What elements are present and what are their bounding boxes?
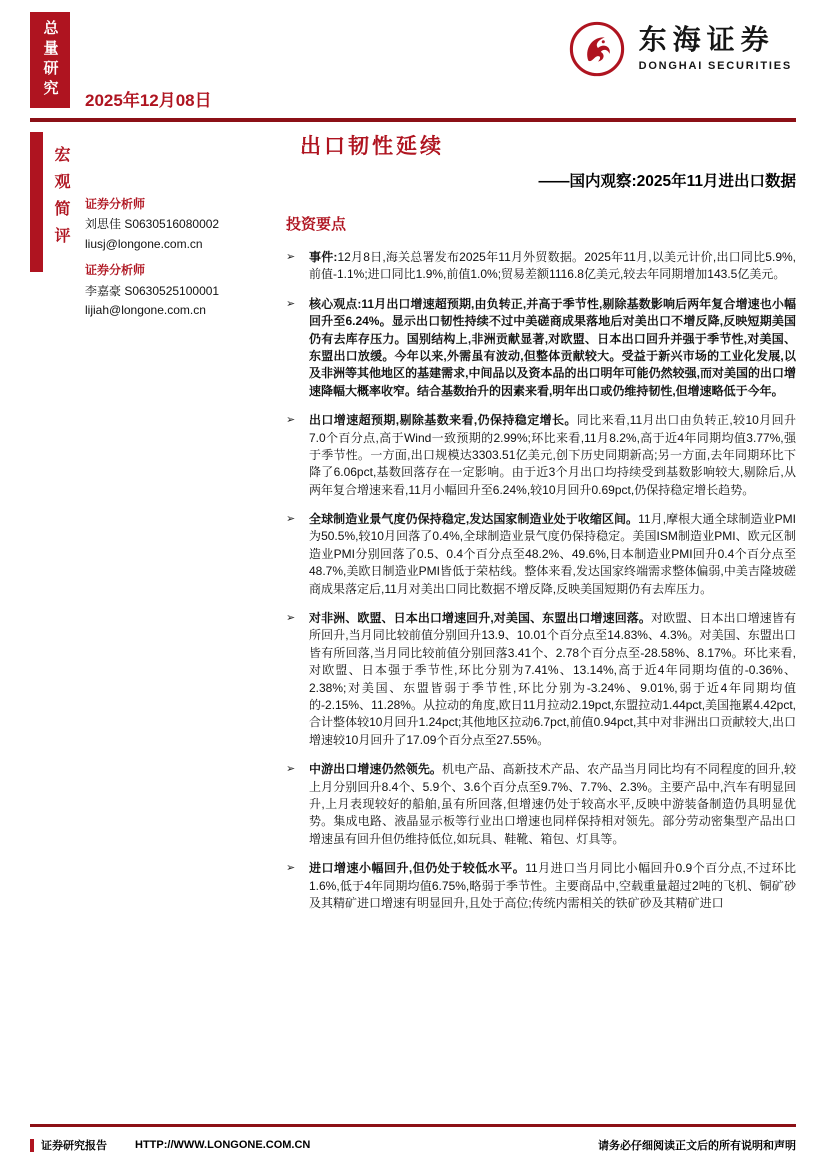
footer-accent-bar <box>30 1139 34 1152</box>
list-item <box>286 860 796 912</box>
brand-name-en: DONGHAI SECURITIES <box>638 59 792 72</box>
dragon-emblem-icon <box>568 20 626 78</box>
section-heading: 投资要点 <box>286 216 347 233</box>
footer-disclaimer: 请务必仔细阅读正文后的所有说明和声明 <box>598 1140 796 1152</box>
footer-website-link[interactable]: HTTP://WWW.LONGONE.COM.CN <box>135 1139 311 1151</box>
bullet-lead: 进口增速小幅回升,但仍处于较低水平。 <box>309 861 526 876</box>
category-box <box>30 12 70 108</box>
bullet-lead: 出口增速超预期,剔除基数来看,仍保持稳定增长。 <box>309 413 577 428</box>
list-item <box>286 412 796 499</box>
bullet-arrow-icon: ➢ <box>286 251 296 263</box>
list-item <box>286 761 796 848</box>
bullet-body: 11月进口当月同比小幅回升0.9个百分点,不过环比1.6%,低于4年同期均值6.75%,略弱于季节性。主要商品中,空载重量超过2吨的飞机、铜矿砂及其精矿进口增速有明显回升,且处于高位;传统内需相关的铁矿砂及其精矿进口 <box>309 861 796 910</box>
list-item <box>286 296 796 400</box>
bullet-body: 11月,摩根大通全球制造业PMI为50.5%,较10月回落了0.4%,全球制造业景气度仍保持稳定。美国ISM制造业PMI、欧元区制造业PMI分别回落了0.5、0.4个百分点至48.2%、49.6%,日本制造业PMI回升0.4个百分点至48.7%,美欧日制造业PMI皆低于荣枯线。整体来看,发达国家终端需求整体偏弱,中美吉隆坡磋商成果落定后,11月对美出口同比数据不增反降,反映美国短期仍有去库压力。 <box>309 512 796 596</box>
analyst-email[interactable]: lijiah@longone.com.cn <box>85 302 206 317</box>
bullet-lead: 中游出口增速仍然领先。 <box>309 762 443 777</box>
brand-logo <box>568 20 792 78</box>
bullet-lead: 事件: <box>309 250 338 264</box>
analyst-name: 李嘉豪 S0630525100001 <box>85 283 220 298</box>
bullet-body: 对欧盟、日本出口增速皆有所回升,当月同比较前值分别回升13.9、10.01个百分点至14.83%、4.3%。对美国、东盟出口皆有所回落,当月同比较前值分别回落3.41个、2.78个百分点至-28.58%、8.17%。环比来看,对欧盟、日本强于季节性,环比分别为7.41%、13.14%,高于近4年同期均值的-0.36%、2.38%;对美国、东盟皆弱于季节性,环比分别为-3.24%、9.01%,弱于近4年同期均值的-2.15%、11.28%。从拉动的角度,欧日11月拉动2.19pct,东盟拉动1.44pct,美国拖累4.42pct,合计整体较10月回升1.24pct;其他地区拉动6.7pct,前值0.94pct,其中对非洲出口贡献较大,出口增速较10月回升了17.09个百分点至27.55%。 <box>309 611 796 747</box>
analyst-email[interactable]: liusj@longone.com.cn <box>85 236 203 251</box>
page-title: 出口韧性延续 <box>300 135 444 158</box>
header-divider <box>30 118 796 122</box>
bullet-arrow-icon: ➢ <box>286 763 296 776</box>
bullet-lead: 对非洲、欧盟、日本出口增速回升,对美国、东盟出口增速回落。 <box>309 611 651 626</box>
page-subtitle: ——国内观察:2025年11月进出口数据 <box>538 173 796 190</box>
bullet-arrow-icon: ➢ <box>286 297 296 310</box>
bullet-arrow-icon: ➢ <box>286 612 296 625</box>
category-label: 总量研究 <box>41 20 59 100</box>
list-item <box>286 610 796 749</box>
report-date: 2025年12月08日 <box>85 91 212 110</box>
side-accent-bar <box>30 132 43 272</box>
key-points-list <box>286 249 796 912</box>
analyst-block <box>85 196 280 328</box>
bullet-body: 同比来看,11月出口由负转正,较10月回升7.0个百分点,高于Wind一致预期的2.99%;环比来看,11月8.2%,高于近4年同期均值3.77%,强于季节性。一方面,出口规模达3303.51亿美元,创下历史同期新高;另一方面,去年同期环比下降了6.06pct,基数回落存在一定影响。由于近3个月出口均持续受到基数影响较大,剔除后,从两年复合增速来看,11月小幅回升至6.24%,较10月回升0.69pct,仍保持稳定增长趋势。 <box>309 413 796 497</box>
analyst-role: 证券分析师 <box>85 263 146 278</box>
bullet-arrow-icon: ➢ <box>286 414 296 427</box>
footer-report-type: 证券研究报告 <box>41 1140 107 1152</box>
main-content <box>286 130 796 924</box>
page-footer <box>30 1124 796 1153</box>
list-item <box>286 249 796 284</box>
analyst-name: 刘思佳 S0630516080002 <box>85 217 220 232</box>
bullet-body: 11月出口增速超预期,由负转正,并高于季节性,剔除基数影响后两年复合增速也小幅回升至6.24%。显示出口韧性持续不过中美磋商成果落地后对美出口不增反降,反映短期美国仍有去库存压力。国别结构上,非洲贡献显著,对欧盟、日本出口回升并强于季节性,对美国、东盟出口放缓。今年以来,外需虽有波动,但整体贡献较大。受益于新兴市场的工业化发展,以及非洲等其他地区的基建需求,中间品以及资本品的出口明年可能仍然较强,而对美国的出口增速降幅大概率收窄。结合基数抬升的因素来看,明年出口或仍维持韧性,但增速略低于今年。 <box>309 296 796 398</box>
bullet-body: 12月8日,海关总署发布2025年11月外贸数据。2025年11月,以美元计价,出口同比5.9%,前值-1.1%;进口同比1.9%,前值1.0%;贸易差额1116.8亿美元,较去年同期增加143.5亿美元。 <box>309 250 796 282</box>
list-item <box>286 511 796 598</box>
report-series-label: 宏观简评 <box>52 146 69 254</box>
bullet-body: 机电产品、高新技术产品、农产品当月同比均有不同程度的回升,较上月分别回升8.4个、5.9个、3.6个百分点至9.7%、7.7%、2.3%。主要产品中,汽车有明显回升,上月表现较好的船舶,虽有所回落,但增速仍处于较高水平,反映中游装备制造仍具明显优势。集成电路、液晶显示板等行业出口增速也同样保持相对领先。部分劳动密集型产品出口增速虽有回升但仍维持低位,如玩具、鞋靴、箱包、灯具等。 <box>309 762 796 846</box>
brand-name-cn: 东海证券 <box>638 24 775 56</box>
analyst-role: 证券分析师 <box>85 197 146 211</box>
bullet-arrow-icon: ➢ <box>286 862 296 875</box>
bullet-lead: 全球制造业景气度仍保持稳定,发达国家制造业处于收缩区间。 <box>309 512 639 527</box>
bullet-lead: 核心观点: <box>309 296 362 311</box>
brand-wordmark <box>638 24 792 72</box>
bullet-arrow-icon: ➢ <box>286 513 296 526</box>
